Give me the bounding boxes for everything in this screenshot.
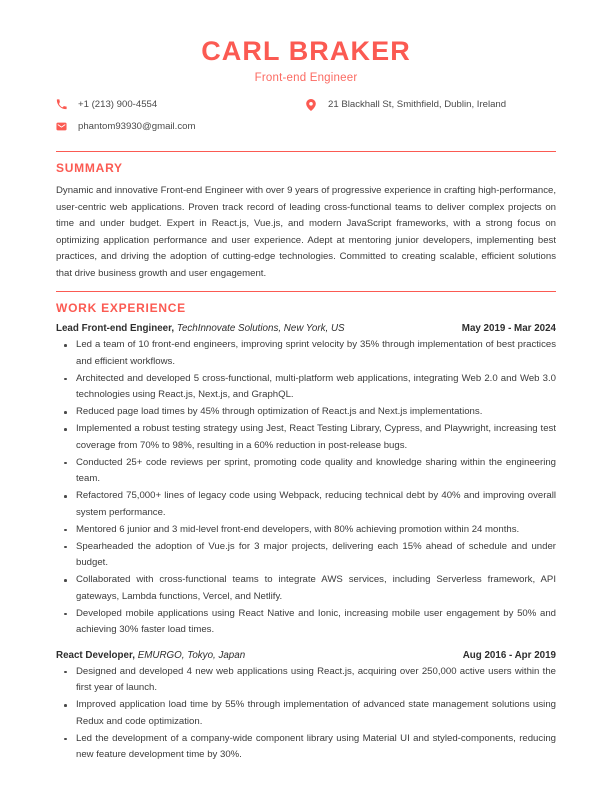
contact-item-location[interactable]: [306, 98, 556, 111]
section-summary: [56, 151, 556, 282]
job-entry: [56, 323, 556, 639]
candidate-name: CARL BRAKER: [201, 36, 411, 66]
job-header: [56, 650, 556, 661]
job-bullet: Architected and developed 5 cross-functional, multi-platform web applications, integrating Web 2.0 and Web 3.0 technologies using React.js, Next.js, and GraphQL.: [56, 371, 556, 404]
section-work-experience: [56, 291, 556, 764]
job-bullet-list: [56, 337, 556, 639]
job-bullet-list: [56, 664, 556, 764]
job-dates: Aug 2016 - Apr 2019: [462, 649, 556, 661]
job-dates: May 2019 - Mar 2024: [461, 323, 556, 335]
contact-email-text: phantom93930@gmail.com: [78, 121, 196, 133]
contact-location-text: 21 Blackhall St, Smithfield, Dublin, Ireland: [328, 99, 507, 111]
job-title-line: [56, 323, 345, 334]
job-role: React Developer,: [56, 649, 135, 661]
location-pin-icon: [306, 98, 321, 111]
job-bullet: Mentored 6 junior and 3 mid-level front-end developers, with 80% achieving promotion within 24 months.: [56, 522, 556, 539]
contact-info-list: [56, 98, 556, 142]
job-bullet: Designed and developed 4 new web applications using React.js, acquiring over 250,000 active users within the first year of launch.: [56, 664, 556, 697]
job-company: TechInnovate Solutions, New York, US: [176, 323, 345, 335]
job-bullet: Led a team of 10 front-end engineers, improving sprint velocity by 35% through implementation of best practices and efficient workflows.: [56, 337, 556, 370]
contact-item-email[interactable]: [56, 120, 306, 133]
job-bullet: Improved application load time by 55% through implementation of advanced state management solutions using Redux and code optimization.: [56, 697, 556, 730]
section-divider: [56, 291, 556, 292]
candidate-job-title: Front-end Engineer: [254, 72, 358, 85]
phone-icon: [56, 98, 71, 111]
job-bullet: Spearheaded the adoption of Vue.js for 3 major projects, delivering each 15% ahead of schedule and under budget.: [56, 539, 556, 572]
job-title-line: [56, 650, 245, 661]
contact-phone-text: +1 (213) 900-4554: [78, 99, 158, 111]
job-bullet: Developed mobile applications using React Native and Ionic, increasing mobile user engagement by 50% and achieving 30% faster load times.: [56, 606, 556, 639]
section-divider: [56, 151, 556, 152]
job-company: EMURGO, Tokyo, Japan: [137, 649, 246, 661]
section-title-work-experience: WORK EXPERIENCE: [56, 301, 186, 316]
contact-item-phone[interactable]: [56, 98, 306, 111]
job-bullet: Led the development of a company-wide component library using Material UI and styled-components, reducing new feature development time by 30%.: [56, 731, 556, 764]
summary-paragraph: Dynamic and innovative Front-end Engineer with over 9 years of progressive experience in crafting high-performance, user-centric web applications. Proven track record of leading cross-functional teams to deliver complex projects on time and under budget. Expert in React.js, Vue.js, and modern JavaScript frameworks, with a strong focus on optimizing application performance and user experience. Adept at mentoring junior developers, implementing best practices, and driving the adoption of cutting-edge technologies. Committed to creating scalable, efficient solutions that drive business growth and user engagement.: [56, 185, 556, 279]
job-bullet: Refactored 75,000+ lines of legacy code using Webpack, reducing technical debt by 40% and improving overall system performance.: [56, 488, 556, 521]
job-entry: [56, 650, 556, 764]
job-bullet: Reduced page load times by 45% through optimization of React.js and Next.js implementations.: [56, 404, 556, 421]
job-header: [56, 323, 556, 334]
job-bullet: Implemented a robust testing strategy using Jest, React Testing Library, Cypress, and Playwright, increasing test coverage from 70% to 98%, resulting in a 60% reduction in post-release bugs.: [56, 421, 556, 454]
job-role: Lead Front-end Engineer,: [56, 323, 175, 335]
email-icon: [56, 120, 71, 133]
section-title-summary: SUMMARY: [56, 161, 123, 176]
job-bullet: Collaborated with cross-functional teams to integrate AWS services, including Serverless framework, API gateways, Lambda functions, Vercel, and Netlify.: [56, 572, 556, 605]
resume-header: [56, 0, 556, 142]
job-bullet: Conducted 25+ code reviews per sprint, promoting code quality and knowledge sharing within the engineering team.: [56, 455, 556, 488]
